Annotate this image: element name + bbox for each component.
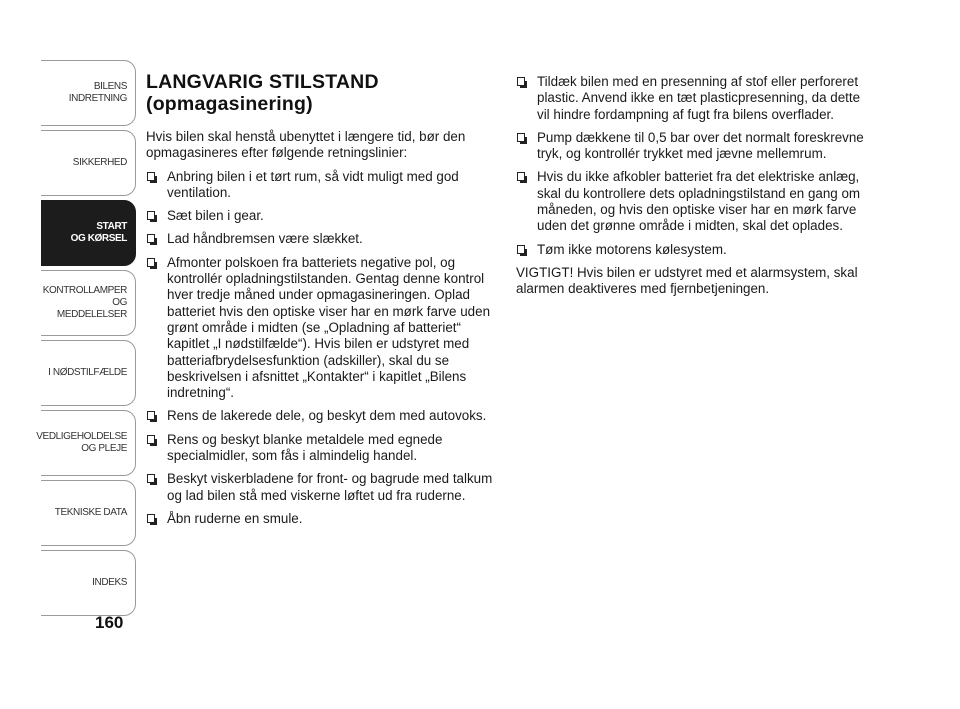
tab-i-nodstilfaelde[interactable] — [41, 340, 136, 406]
list-item-text: Rens de lakerede dele, og beskyt dem med autovoks. — [167, 408, 487, 424]
list-item — [516, 74, 870, 123]
tab-sikkerhed[interactable] — [41, 130, 136, 196]
list-item-text: Hvis du ikke afkobler batteriet fra det elektriske anlæg, skal du kontrollere dets opladningstilstand en gang om måneden, og hvis den optiske viser har en mørk farve uden det grønne område i midten, skal det oplades. — [537, 169, 861, 234]
checkbox-icon — [147, 411, 155, 420]
checkbox-icon — [147, 258, 155, 267]
tab-label: START OG KØRSEL — [70, 221, 127, 244]
list-item — [516, 130, 870, 163]
tab-bilens-indretning[interactable] — [41, 60, 136, 126]
intro-paragraph: Hvis bilen skal henstå ubenyttet i længere tid, bør den opmagasineres efter følgende retningslinier: — [146, 129, 466, 161]
list-item — [146, 208, 502, 224]
list-item-text: Lad håndbremsen være slækket. — [167, 231, 363, 247]
checkbox-icon — [147, 435, 155, 444]
tab-label: BILENS INDRETNING — [68, 81, 127, 104]
title-line-1: LANGVARIG STILSTAND — [146, 71, 379, 93]
list-item-text: Anbring bilen i et tørt rum, så vidt muligt med god ventilation. — [167, 168, 459, 200]
list-item — [146, 169, 502, 202]
checkbox-icon — [517, 77, 525, 86]
checkbox-icon — [147, 172, 155, 181]
left-column — [146, 71, 502, 534]
checkbox-icon — [147, 211, 155, 220]
tab-kontrollamper[interactable] — [41, 270, 136, 336]
list-item-text: Tøm ikke motorens kølesystem. — [537, 241, 727, 257]
tab-indeks[interactable] — [41, 550, 136, 616]
page-title — [146, 71, 502, 115]
tab-start-og-korsel[interactable] — [41, 200, 136, 266]
list-item — [146, 432, 502, 465]
checkbox-icon — [147, 474, 155, 483]
list-item — [516, 169, 870, 234]
storage-checklist-continued — [516, 74, 870, 258]
important-note: VIGTIGT! Hvis bilen er udstyret med et alarmsystem, skal alarmen deaktiveres med fjernbetjeningen. — [516, 264, 858, 297]
list-item-text: Pump dækkene til 0,5 bar over det normalt foreskrevne tryk, og kontrollér trykket med jævne mellemrum. — [537, 129, 864, 162]
tab-label: TEKNISKE DATA — [54, 507, 127, 518]
list-item-text: Afmonter polskoen fra batteriets negative pol, og kontrollér opladningstilstanden. Gentag denne kontrol hver tredje måned under opmagasineringen. Oplad batteriet hvis den optiske viser har en mørk farve uden grønt område i midten (se „Opladning af batteriet“ kapitlet „I nødstilfælde“). Hvis bilen er udstyret med batteriafbrydelsesfunktion (adskiller), skal du se beskrivelsen i afsnittet „Kontakter“ i kapitlet „Bilens indretning“. — [167, 254, 491, 401]
page-number: 160 — [95, 613, 124, 632]
tab-vedligeholdelse[interactable] — [36, 410, 136, 476]
tab-label: VEDLIGEHOLDELSE OG PLEJE — [36, 431, 127, 454]
checkbox-icon — [147, 234, 155, 243]
list-item-text: Beskyt viskerbladene for front- og bagrude med talkum og lad bilen stå med viskerne løftet ud fra ruderne. — [167, 471, 493, 503]
checkbox-icon — [517, 172, 525, 181]
list-item-text: Sæt bilen i gear. — [167, 208, 264, 224]
tab-label: SIKKERHED — [72, 157, 127, 168]
right-column — [516, 74, 870, 305]
checkbox-icon — [147, 514, 155, 523]
list-item-text: Åbn ruderne en smule. — [167, 510, 303, 526]
list-item — [146, 255, 502, 402]
checkbox-icon — [517, 245, 525, 254]
list-item — [146, 231, 502, 247]
tab-tekniske-data[interactable] — [41, 480, 136, 546]
list-item — [146, 471, 502, 504]
checkbox-icon — [517, 133, 525, 142]
list-item — [516, 242, 870, 258]
list-item-text: Tildæk bilen med en presenning af stof eller perforeret plastic. Anvend ikke en tæt plasticpresenning, da dette vil hindre fordampning af fugt fra bilens overflader. — [537, 74, 861, 122]
list-item — [146, 511, 502, 527]
title-line-2: (opmagasinering) — [146, 93, 313, 115]
tab-label: INDEKS — [92, 577, 127, 588]
chapter-tabs — [36, 60, 136, 620]
tab-label: I NØDSTILFÆLDE — [48, 367, 127, 378]
tab-label: KONTROLLAMPER OG MEDDELELSER — [42, 285, 127, 320]
list-item-text: Rens og beskyt blanke metaldele med egnede specialmidler, som fås i almindelig handel. — [167, 431, 443, 464]
list-item — [146, 408, 502, 424]
storage-checklist — [146, 169, 502, 528]
